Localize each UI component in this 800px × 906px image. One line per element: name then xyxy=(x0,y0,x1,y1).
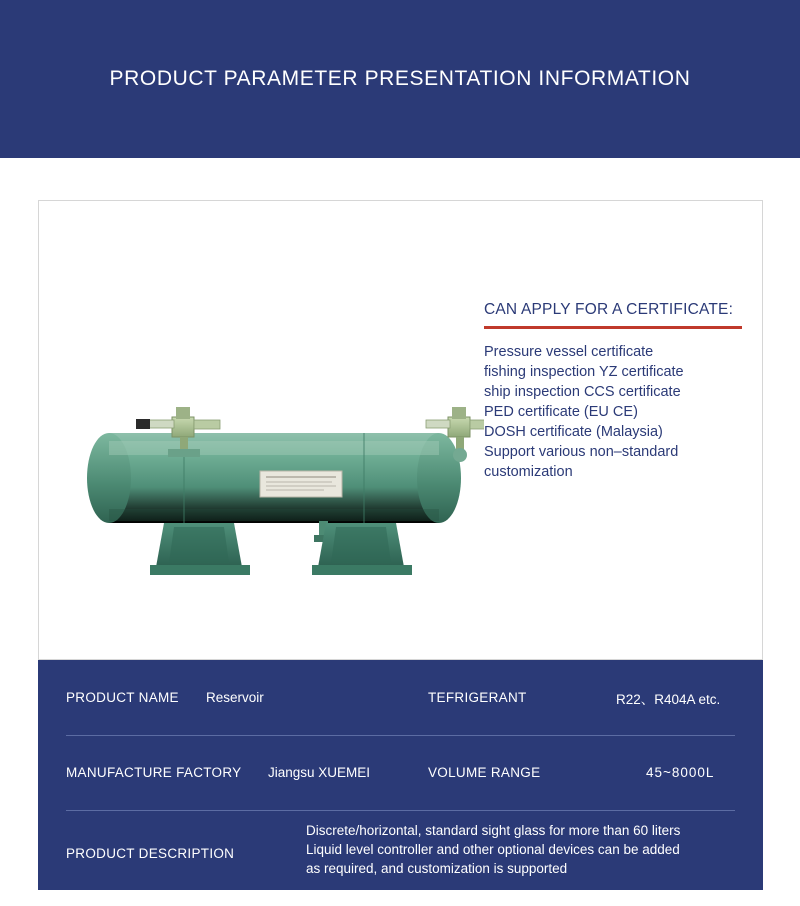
right-support-leg xyxy=(312,523,412,575)
product-image-card xyxy=(38,200,763,660)
description-line: Discrete/horizontal, standard sight glass for more than 60 liters xyxy=(306,823,681,838)
product-name-value: Reservoir xyxy=(206,690,264,705)
table-row-description xyxy=(38,810,763,890)
refrigerant-value: R22、R404A etc. xyxy=(616,691,721,707)
volume-range-value: 45~8000L xyxy=(646,765,715,780)
certificate-item: PED certificate (EU CE) xyxy=(484,404,638,420)
certificate-divider xyxy=(484,326,742,329)
certificate-item: fishing inspection YZ certificate xyxy=(484,364,684,380)
table-row xyxy=(38,660,763,735)
certificate-list xyxy=(484,342,749,482)
manufacture-factory-label: MANUFACTURE FACTORY xyxy=(66,765,242,780)
table-row xyxy=(38,735,763,810)
certificate-item: ship inspection CCS certificate xyxy=(484,384,681,400)
product-photo xyxy=(64,321,484,641)
certificate-block xyxy=(484,301,749,482)
tank-nameplate xyxy=(260,471,342,497)
specification-table xyxy=(38,660,763,890)
certificate-item: Pressure vessel certificate xyxy=(484,344,654,360)
certificate-item: Support various non–standard xyxy=(484,444,679,460)
description-line: as required, and customization is supported xyxy=(306,861,568,876)
description-line: Liquid level controller and other optional devices can be added xyxy=(306,842,680,857)
page-header xyxy=(0,0,800,158)
volume-range-label: VOLUME RANGE xyxy=(428,765,541,780)
product-description-label: PRODUCT DESCRIPTION xyxy=(66,846,235,861)
left-support-leg xyxy=(150,523,250,575)
manufacture-factory-value: Jiangsu XUEMEI xyxy=(268,765,371,780)
certificate-item: DOSH certificate (Malaysia) xyxy=(484,424,663,440)
page-title: PRODUCT PARAMETER PRESENTATION INFORMATION xyxy=(109,67,691,90)
product-description-value xyxy=(306,821,746,878)
certificate-title: CAN APPLY FOR A CERTIFICATE: xyxy=(484,301,734,318)
refrigerant-label: TEFRIGERANT xyxy=(428,690,527,705)
certificate-item: customization xyxy=(484,464,573,480)
product-name-label: PRODUCT NAME xyxy=(66,690,179,705)
